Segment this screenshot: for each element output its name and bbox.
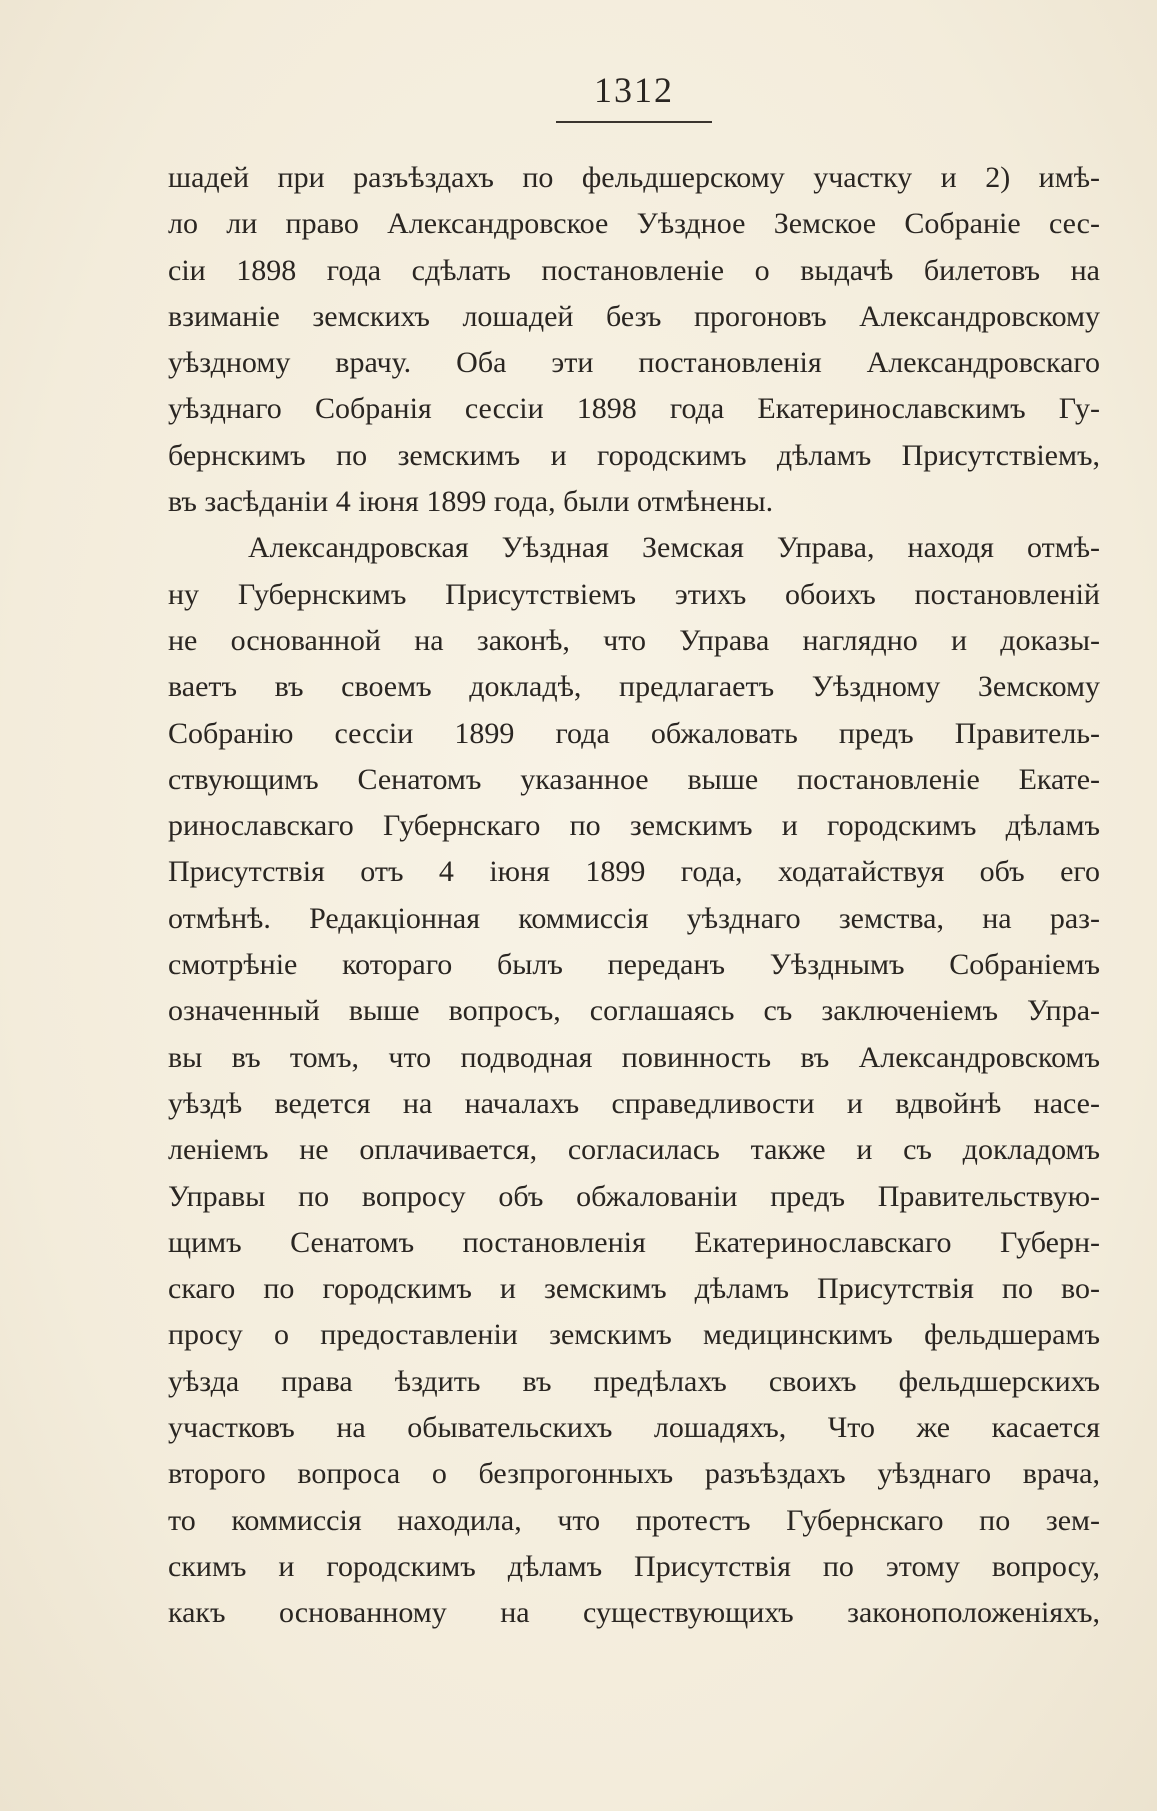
text-line: просу о предоставленіи земскимъ медицинскимъ фельдшерамъ	[168, 1318, 1100, 1352]
text-line: какъ основанному на существующихъ законоположеніяхъ,	[168, 1596, 1100, 1630]
text-line: Управы по вопросу объ обжалованіи предъ Правительствую-	[168, 1179, 1100, 1213]
text-line: не основанной на законѣ, что Управа наглядно и доказы-	[168, 623, 1100, 657]
paragraph-start-line: Александровская Уѣздная Земская Управа, находя отмѣ-	[248, 531, 1100, 565]
text-line: скимъ и городскимъ дѣламъ Присутствія по этому вопросу,	[168, 1549, 1100, 1583]
text-line: отмѣнѣ. Редакціонная коммиссія уѣзднаго земства, на раз-	[168, 901, 1100, 935]
text-line: шадей при разъѣздахъ по фельдшерскому участку и 2) имѣ-	[168, 161, 1100, 194]
text-line: ну Губернскимъ Присутствіемъ этихъ обоихъ постановленій	[168, 577, 1100, 611]
text-line: ло ли право Александровское Уѣздное Земское Собраніе сес-	[168, 207, 1100, 241]
page-number: 1312	[594, 70, 674, 110]
text-line: уѣзднаго Собранія сессіи 1898 года Екатеринославскимъ Гу-	[168, 392, 1100, 426]
text-line: ваетъ въ своемъ докладѣ, предлагаетъ Уѣздному Земскому	[168, 670, 1100, 704]
text-line: ствующимъ Сенатомъ указанное выше постановленіе Екате-	[168, 762, 1100, 796]
text-line: участковъ на обывательскихъ лошадяхъ, Что же касается	[168, 1411, 1100, 1445]
text-line: бернскимъ по земскимъ и городскимъ дѣламъ Присутствіемъ,	[168, 438, 1100, 472]
text-line: взиманіе земскихъ лошадей безъ прогоновъ Александровскому	[168, 299, 1100, 333]
body-text	[168, 155, 1100, 1637]
text-line: уѣздному врачу. Оба эти постановленія Александровскаго	[168, 346, 1100, 380]
text-line: леніемъ не оплачивается, согласилась также и съ докладомъ	[168, 1133, 1100, 1167]
text-line: вы въ томъ, что подводная повинность въ Александровскомъ	[168, 1040, 1100, 1074]
text-line: скаго по городскимъ и земскимъ дѣламъ Присутствія по во-	[168, 1272, 1100, 1306]
text-line: уѣзда права ѣздить въ предѣлахъ своихъ фельдшерскихъ	[168, 1364, 1100, 1398]
text-line: Собранію сессіи 1899 года обжаловать предъ Правитель-	[168, 716, 1100, 750]
header-rule	[556, 121, 712, 123]
text-line: Присутствія отъ 4 іюня 1899 года, ходатайствуя объ его	[168, 855, 1100, 889]
text-line: въ засѣданіи 4 іюня 1899 года, были отмѣнены.	[168, 485, 774, 519]
text-line: смотрѣніе котораго былъ переданъ Уѣзднымъ Собраніемъ	[168, 948, 1100, 982]
text-line: ринославскаго Губернскаго по земскимъ и городскимъ дѣламъ	[168, 809, 1100, 843]
text-line: сіи 1898 года сдѣлать постановленіе о выдачѣ билетовъ на	[168, 253, 1100, 287]
text-line: то коммиссія находила, что протестъ Губернскаго по зем-	[168, 1503, 1100, 1537]
text-line: означенный выше вопросъ, соглашаясь съ заключеніемъ Упра-	[168, 994, 1100, 1028]
text-line: щимъ Сенатомъ постановленія Екатеринославскаго Губерн-	[168, 1225, 1100, 1259]
text-line: уѣздѣ ведется на началахъ справедливости и вдвойнѣ насе-	[168, 1086, 1100, 1120]
text-line: второго вопроса о безпрогонныхъ разъѣздахъ уѣзднаго врача,	[168, 1457, 1100, 1491]
